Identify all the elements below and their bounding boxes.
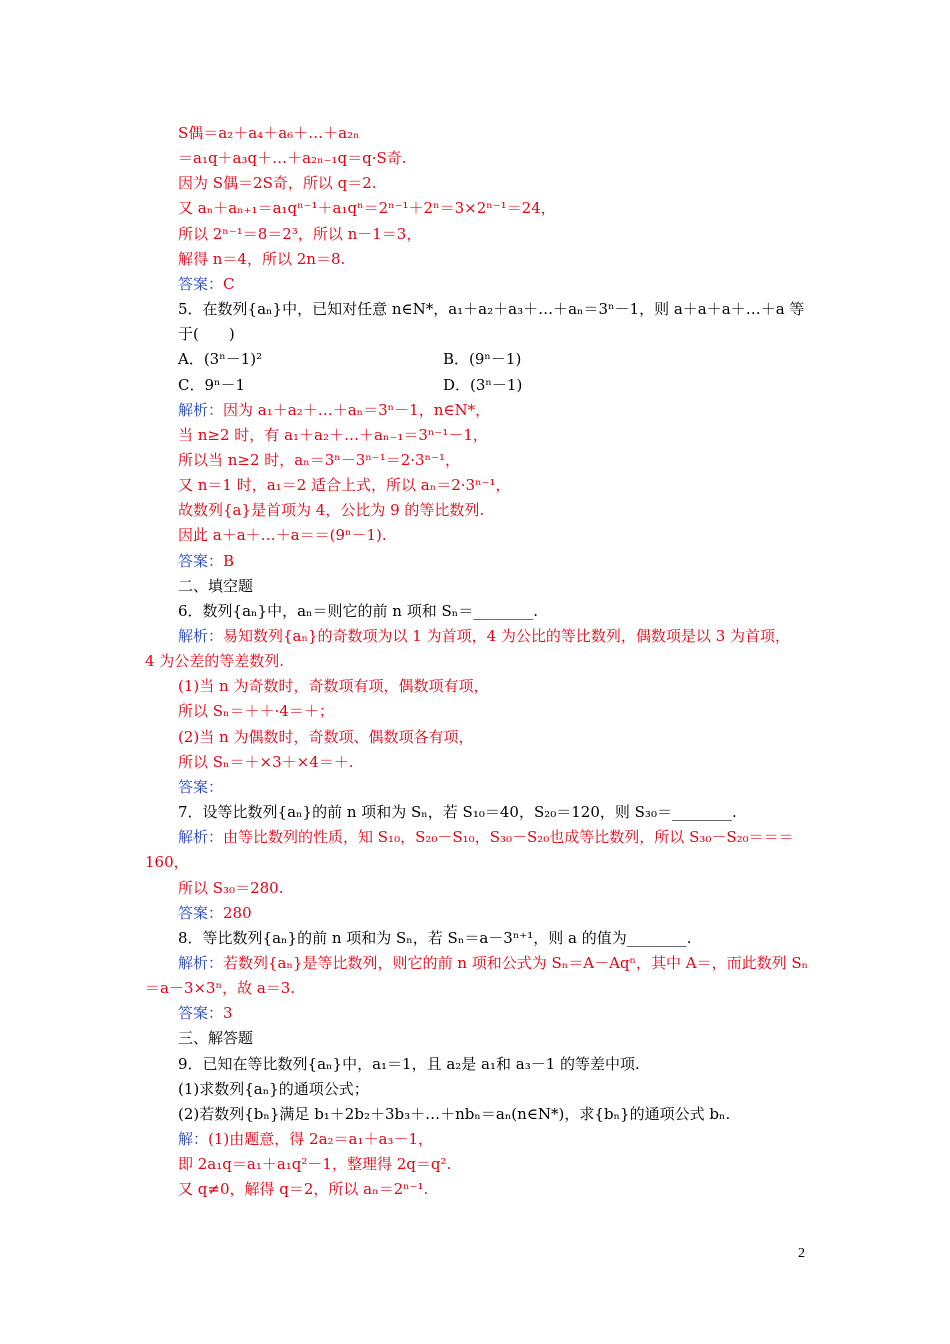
text-line: 当 n≥2 时，有 a₁＋a₂＋…＋aₙ₋₁＝3ⁿ⁻¹－1，: [178, 426, 488, 444]
text-line: (1)当 n 为奇数时，奇数项有项，偶数项有项，: [178, 677, 489, 695]
text-line: [178, 1001, 838, 1026]
text-line: (1)求数列{aₙ}的通项公式；: [178, 1080, 369, 1098]
text-line: 8．等比数列{aₙ}的前 n 项和为 Sₙ，若 Sₙ＝a－3ⁿ⁺¹，则 a 的值为________.: [178, 929, 692, 947]
label-content: 3: [223, 1004, 233, 1022]
text-line: 又 n＝1 时，a₁＝2 适合上式，所以 aₙ＝2·3ⁿ⁻¹，: [178, 476, 511, 494]
text-line: [178, 549, 838, 574]
text-line: [178, 398, 838, 423]
text-line: 所以当 n≥2 时，aₙ＝3ⁿ－3ⁿ⁻¹＝2·3ⁿ⁻¹，: [178, 451, 461, 469]
text-line: 所以 S₃₀＝280.: [178, 879, 284, 897]
label-prefix: 解：: [178, 1130, 209, 1148]
text-line: (2)若数列{bₙ}满足 b₁＋2b₂＋3b₃＋…＋nbₙ＝aₙ(n∈N*)，求{bₙ}的通项公式 bₙ.: [178, 1105, 731, 1123]
text-line: 5．在数列{aₙ}中，已知对任意 n∈N*，a₁＋a₂＋a₃＋…＋aₙ＝3ⁿ－1，则 a＋a＋a＋…＋a 等: [178, 300, 805, 318]
label-content: 若数列{aₙ}是等比数列，则它的前 n 项和公式为 Sₙ＝A－Aqⁿ，其中 A＝，而此数列 Sₙ: [223, 954, 809, 972]
text-line: 所以 Sₙ＝＋＋·4＝＋；: [178, 702, 334, 720]
label-content: B: [223, 552, 235, 570]
label-prefix: 答案：: [178, 904, 224, 922]
text-line: 所以 Sₙ＝＋×3＋×4＝＋.: [178, 753, 354, 771]
label-content: 由等比数列的性质，知 S₁₀，S₂₀－S₁₀，S₃₀－S₂₀也成等比数列，所以 S₃₀－S₂₀＝＝＝: [223, 828, 794, 846]
text-line: [178, 624, 838, 649]
text-line: ＝a－3×3ⁿ，故 a＝3.: [145, 979, 296, 997]
text-line: 因此 a＋a＋…＋a＝＝(9ⁿ－1).: [178, 526, 387, 544]
text-line: 答案：: [178, 778, 224, 796]
text-line: [178, 825, 838, 850]
label-content: 因为 a₁＋a₂＋…＋aₙ＝3ⁿ－1，n∈N*，: [223, 401, 491, 419]
text-line: 又 aₙ＋aₙ₊₁＝a₁qⁿ⁻¹＋a₁qⁿ＝2ⁿ⁻¹＋2ⁿ＝3×2ⁿ⁻¹＝24，: [178, 199, 556, 217]
text-line: [178, 1127, 838, 1152]
label-prefix: 解析：: [178, 828, 224, 846]
text-line: 于( ): [178, 325, 235, 343]
text-line: 解得 n＝4，所以 2n＝8.: [178, 250, 346, 268]
page-number: 2: [798, 1246, 805, 1261]
text-line: 160，: [145, 853, 189, 871]
option-a: A．(3ⁿ－1)²: [178, 350, 263, 368]
text-line: S偶＝a₂＋a₄＋a₆＋…＋a₂ₙ: [178, 124, 360, 142]
label-prefix: 答案：: [178, 1004, 224, 1022]
text-line: 二、填空题: [178, 577, 254, 595]
text-line: 4 为公差的等差数列.: [145, 652, 285, 670]
text-line: [178, 272, 838, 297]
label-prefix: 答案：: [178, 552, 224, 570]
label-content: 280: [223, 904, 252, 922]
text-line: [178, 951, 838, 976]
text-line: [178, 901, 838, 926]
label-prefix: 解析：: [178, 401, 224, 419]
text-line: 所以 2ⁿ⁻¹＝8＝2³，所以 n－1＝3，: [178, 225, 422, 243]
label-prefix: 解析：: [178, 954, 224, 972]
option-c: C．9ⁿ－1: [178, 376, 246, 394]
option-b: B．(9ⁿ－1): [443, 350, 522, 368]
text-line: 即 2a₁q＝a₁＋a₁q²－1，整理得 2q＝q².: [178, 1155, 452, 1173]
text-line: 又 q≠0，解得 q＝2，所以 aₙ＝2ⁿ⁻¹.: [178, 1180, 429, 1198]
text-line: 6．数列{aₙ}中，aₙ＝则它的前 n 项和 Sₙ＝________.: [178, 602, 538, 620]
label-content: (1)由题意，得 2a₂＝a₁＋a₃－1，: [208, 1130, 433, 1148]
text-line: 7．设等比数列{aₙ}的前 n 项和为 Sₙ，若 S₁₀＝40，S₂₀＝120，则 S₃₀＝________.: [178, 803, 737, 821]
label-prefix: 解析：: [178, 627, 224, 645]
text-line: (2)当 n 为偶数时，奇数项、偶数项各有项，: [178, 728, 474, 746]
text-line: 因为 S偶＝2S奇，所以 q＝2.: [178, 174, 377, 192]
option-d: D．(3ⁿ－1): [443, 376, 523, 394]
text-line: 故数列{a}是首项为 4，公比为 9 的等比数列.: [178, 501, 485, 519]
text-line: ＝a₁q＋a₃q＋…＋a₂ₙ₋₁q＝q·S奇.: [178, 149, 407, 167]
label-content: C: [223, 275, 235, 293]
label-prefix: 答案：: [178, 275, 224, 293]
text-line: 9．已知在等比数列{aₙ}中，a₁＝1，且 a₂是 a₁和 a₃－1 的等差中项.: [178, 1055, 640, 1073]
text-line: 三、解答题: [178, 1029, 254, 1047]
label-content: 易知数列{aₙ}的奇数项为以 1 为首项，4 为公比的等比数列，偶数项是以 3 为首项，: [223, 627, 791, 645]
